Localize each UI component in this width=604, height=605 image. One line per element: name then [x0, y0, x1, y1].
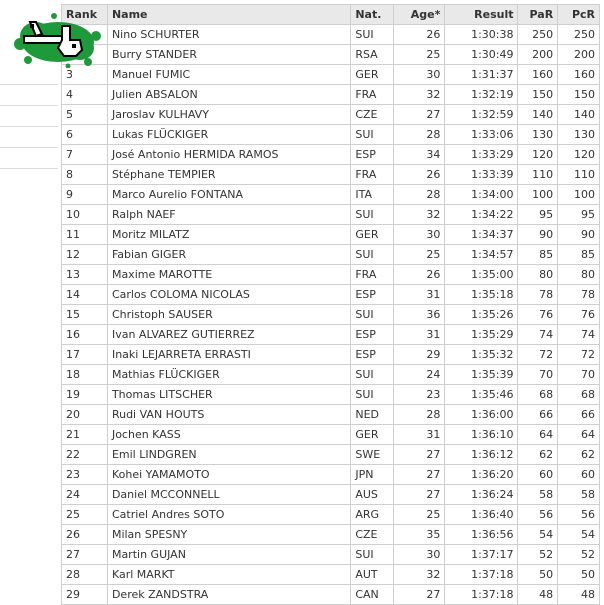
par-cell: 90: [518, 225, 558, 245]
pcr-cell: 130: [558, 125, 600, 145]
rank-cell: 26: [62, 525, 108, 545]
col-header-par[interactable]: PaR: [518, 5, 558, 25]
age-cell: 31: [394, 285, 445, 305]
rank-cell: 20: [62, 405, 108, 425]
age-cell: 26: [394, 165, 445, 185]
table-row: [62, 445, 600, 465]
result-cell: 1:33:29: [445, 145, 518, 165]
col-header-rank[interactable]: Rank: [62, 5, 108, 25]
age-cell: 32: [394, 205, 445, 225]
name-cell: Kohei YAMAMOTO: [107, 465, 350, 485]
age-cell: 36: [394, 305, 445, 325]
rank-cell: 23: [62, 465, 108, 485]
age-cell: 25: [394, 505, 445, 525]
nation-cell: GER: [351, 425, 394, 445]
result-cell: 1:32:59: [445, 105, 518, 125]
par-cell: 66: [518, 405, 558, 425]
result-cell: 1:32:19: [445, 85, 518, 105]
divider: [0, 168, 58, 169]
nation-cell: GER: [351, 65, 394, 85]
result-cell: 1:34:22: [445, 205, 518, 225]
table-row: [62, 65, 600, 85]
rank-cell: 10: [62, 205, 108, 225]
result-cell: 1:35:18: [445, 285, 518, 305]
table-row: [62, 185, 600, 205]
rank-cell: 21: [62, 425, 108, 445]
pcr-cell: 200: [558, 45, 600, 65]
age-cell: 27: [394, 445, 445, 465]
table-row: [62, 365, 600, 385]
age-cell: 23: [394, 385, 445, 405]
rank-cell: 28: [62, 565, 108, 585]
pcr-cell: 100: [558, 185, 600, 205]
rank-cell: 16: [62, 325, 108, 345]
table-row: [62, 345, 600, 365]
age-cell: 28: [394, 125, 445, 145]
table-row: [62, 525, 600, 545]
pcr-cell: 56: [558, 505, 600, 525]
result-cell: 1:35:32: [445, 345, 518, 365]
nation-cell: SUI: [351, 385, 394, 405]
nation-cell: ARG: [351, 505, 394, 525]
table-row: [62, 105, 600, 125]
name-cell: Stéphane TEMPIER: [107, 165, 350, 185]
result-cell: 1:35:46: [445, 385, 518, 405]
result-cell: 1:36:12: [445, 445, 518, 465]
par-cell: 85: [518, 245, 558, 265]
age-cell: 24: [394, 365, 445, 385]
par-cell: 130: [518, 125, 558, 145]
rank-cell: 27: [62, 545, 108, 565]
pcr-cell: 60: [558, 465, 600, 485]
table-row: [62, 165, 600, 185]
table-row: [62, 385, 600, 405]
table-row: [62, 205, 600, 225]
age-cell: 31: [394, 425, 445, 445]
header-row: [62, 5, 600, 25]
rank-cell: 17: [62, 345, 108, 365]
par-cell: 60: [518, 465, 558, 485]
pcr-cell: 76: [558, 305, 600, 325]
table-row: [62, 425, 600, 445]
pcr-cell: 72: [558, 345, 600, 365]
par-cell: 68: [518, 385, 558, 405]
nation-cell: SUI: [351, 25, 394, 45]
pcr-cell: 58: [558, 485, 600, 505]
age-cell: 25: [394, 245, 445, 265]
result-cell: 1:37:18: [445, 585, 518, 605]
divider: [0, 84, 58, 85]
result-cell: 1:36:40: [445, 505, 518, 525]
result-cell: 1:36:20: [445, 465, 518, 485]
nation-cell: CAN: [351, 585, 394, 605]
par-cell: 70: [518, 365, 558, 385]
results-table: [61, 4, 600, 605]
name-cell: Daniel MCCONNELL: [107, 485, 350, 505]
table-row: [62, 25, 600, 45]
result-cell: 1:35:26: [445, 305, 518, 325]
age-cell: 30: [394, 545, 445, 565]
result-cell: 1:30:49: [445, 45, 518, 65]
age-cell: 26: [394, 265, 445, 285]
nation-cell: FRA: [351, 265, 394, 285]
age-cell: 27: [394, 485, 445, 505]
nation-cell: NED: [351, 405, 394, 425]
nation-cell: CZE: [351, 525, 394, 545]
rank-cell: 13: [62, 265, 108, 285]
result-cell: 1:36:24: [445, 485, 518, 505]
name-cell: Ralph NAEF: [107, 205, 350, 225]
table-row: [62, 265, 600, 285]
pcr-cell: 95: [558, 205, 600, 225]
result-cell: 1:30:38: [445, 25, 518, 45]
age-cell: 32: [394, 565, 445, 585]
name-cell: Marco Aurelio FONTANA: [107, 185, 350, 205]
table-row: [62, 565, 600, 585]
pcr-cell: 52: [558, 545, 600, 565]
rank-cell: 11: [62, 225, 108, 245]
table-row: [62, 545, 600, 565]
nation-cell: SUI: [351, 125, 394, 145]
pcr-cell: 66: [558, 405, 600, 425]
age-cell: 27: [394, 585, 445, 605]
table-row: [62, 405, 600, 425]
pcr-cell: 74: [558, 325, 600, 345]
col-header-name[interactable]: Name: [107, 5, 350, 25]
par-cell: 64: [518, 425, 558, 445]
pcr-cell: 140: [558, 105, 600, 125]
divider: [0, 147, 58, 148]
table-row: [62, 45, 600, 65]
nation-cell: CZE: [351, 105, 394, 125]
col-header-result[interactable]: Result: [445, 5, 518, 25]
pcr-cell: 150: [558, 85, 600, 105]
table-row: [62, 225, 600, 245]
name-cell: Burry STANDER: [107, 45, 350, 65]
table-row: [62, 485, 600, 505]
pcr-cell: 48: [558, 585, 600, 605]
nation-cell: GER: [351, 225, 394, 245]
par-cell: 100: [518, 185, 558, 205]
pcr-cell: 62: [558, 445, 600, 465]
nation-cell: ESP: [351, 145, 394, 165]
result-cell: 1:35:00: [445, 265, 518, 285]
par-cell: 80: [518, 265, 558, 285]
name-cell: Emil LINDGREN: [107, 445, 350, 465]
age-cell: 30: [394, 65, 445, 85]
age-cell: 25: [394, 45, 445, 65]
nation-cell: ITA: [351, 185, 394, 205]
name-cell: Martin GUJAN: [107, 545, 350, 565]
nation-cell: FRA: [351, 165, 394, 185]
table-row: [62, 245, 600, 265]
par-cell: 50: [518, 565, 558, 585]
name-cell: Carlos COLOMA NICOLAS: [107, 285, 350, 305]
table-row: [62, 285, 600, 305]
rank-cell: 12: [62, 245, 108, 265]
table-row: [62, 305, 600, 325]
col-header-pcr[interactable]: PcR: [558, 5, 600, 25]
age-cell: 28: [394, 185, 445, 205]
age-cell: 26: [394, 25, 445, 45]
par-cell: 78: [518, 285, 558, 305]
result-cell: 1:35:29: [445, 325, 518, 345]
name-cell: Jaroslav KULHAVY: [107, 105, 350, 125]
result-cell: 1:34:57: [445, 245, 518, 265]
age-cell: 30: [394, 225, 445, 245]
nation-cell: RSA: [351, 45, 394, 65]
nation-cell: AUT: [351, 565, 394, 585]
par-cell: 54: [518, 525, 558, 545]
par-cell: 140: [518, 105, 558, 125]
par-cell: 56: [518, 505, 558, 525]
pcr-cell: 120: [558, 145, 600, 165]
name-cell: Moritz MILATZ: [107, 225, 350, 245]
name-cell: Derek ZANDSTRA: [107, 585, 350, 605]
par-cell: 72: [518, 345, 558, 365]
name-cell: Nino SCHURTER: [107, 25, 350, 45]
name-cell: Jochen KASS: [107, 425, 350, 445]
table-row: [62, 145, 600, 165]
name-cell: Rudi VAN HOUTS: [107, 405, 350, 425]
name-cell: Christoph SAUSER: [107, 305, 350, 325]
rank-cell: 25: [62, 505, 108, 525]
par-cell: 58: [518, 485, 558, 505]
result-cell: 1:36:10: [445, 425, 518, 445]
pcr-cell: 110: [558, 165, 600, 185]
result-cell: 1:37:18: [445, 565, 518, 585]
par-cell: 200: [518, 45, 558, 65]
par-cell: 110: [518, 165, 558, 185]
result-cell: 1:31:37: [445, 65, 518, 85]
pcr-cell: 50: [558, 565, 600, 585]
par-cell: 76: [518, 305, 558, 325]
table-row: [62, 505, 600, 525]
table-row: [62, 125, 600, 145]
pcr-cell: 90: [558, 225, 600, 245]
age-cell: 35: [394, 525, 445, 545]
rank-cell: 19: [62, 385, 108, 405]
nation-cell: JPN: [351, 465, 394, 485]
rank-cell: 15: [62, 305, 108, 325]
pcr-cell: 64: [558, 425, 600, 445]
table-row: [62, 465, 600, 485]
rank-cell: 4: [62, 85, 108, 105]
pcr-cell: 54: [558, 525, 600, 545]
rank-cell: 5: [62, 105, 108, 125]
par-cell: 62: [518, 445, 558, 465]
age-cell: 31: [394, 325, 445, 345]
age-cell: 27: [394, 105, 445, 125]
pcr-cell: 250: [558, 25, 600, 45]
name-cell: José Antonio HERMIDA RAMOS: [107, 145, 350, 165]
pcr-cell: 85: [558, 245, 600, 265]
result-cell: 1:33:39: [445, 165, 518, 185]
age-cell: 27: [394, 465, 445, 485]
par-cell: 74: [518, 325, 558, 345]
nation-cell: ESP: [351, 345, 394, 365]
par-cell: 48: [518, 585, 558, 605]
rank-cell: 14: [62, 285, 108, 305]
name-cell: Fabian GIGER: [107, 245, 350, 265]
age-cell: 29: [394, 345, 445, 365]
divider: [0, 126, 58, 127]
col-header-age[interactable]: Age*: [394, 5, 445, 25]
par-cell: 120: [518, 145, 558, 165]
rank-cell: 8: [62, 165, 108, 185]
nation-cell: FRA: [351, 85, 394, 105]
age-cell: 32: [394, 85, 445, 105]
rank-cell: 24: [62, 485, 108, 505]
nation-cell: SUI: [351, 245, 394, 265]
par-cell: 250: [518, 25, 558, 45]
nation-cell: SUI: [351, 365, 394, 385]
par-cell: 160: [518, 65, 558, 85]
pcr-cell: 160: [558, 65, 600, 85]
name-cell: Manuel FUMIC: [107, 65, 350, 85]
name-cell: Ivan ALVAREZ GUTIERREZ: [107, 325, 350, 345]
nation-cell: SWE: [351, 445, 394, 465]
nation-cell: ESP: [351, 285, 394, 305]
name-cell: Lukas FLÜCKIGER: [107, 125, 350, 145]
rank-cell: 18: [62, 365, 108, 385]
name-cell: Inaki LEJARRETA ERRASTI: [107, 345, 350, 365]
par-cell: 52: [518, 545, 558, 565]
result-cell: 1:37:17: [445, 545, 518, 565]
name-cell: Mathias FLÜCKIGER: [107, 365, 350, 385]
rank-cell: 6: [62, 125, 108, 145]
rank-cell: 22: [62, 445, 108, 465]
rank-cell: 29: [62, 585, 108, 605]
nation-cell: ESP: [351, 325, 394, 345]
name-cell: Catriel Andres SOTO: [107, 505, 350, 525]
col-header-nat[interactable]: Nat.: [351, 5, 394, 25]
age-cell: 34: [394, 145, 445, 165]
pcr-cell: 70: [558, 365, 600, 385]
name-cell: Milan SPESNY: [107, 525, 350, 545]
table-row: [62, 585, 600, 605]
result-cell: 1:35:39: [445, 365, 518, 385]
result-cell: 1:34:00: [445, 185, 518, 205]
rank-cell: 7: [62, 145, 108, 165]
name-cell: Thomas LITSCHER: [107, 385, 350, 405]
result-cell: 1:34:37: [445, 225, 518, 245]
par-cell: 95: [518, 205, 558, 225]
left-panel: [0, 0, 60, 604]
result-cell: 1:33:06: [445, 125, 518, 145]
par-cell: 150: [518, 85, 558, 105]
nation-cell: SUI: [351, 205, 394, 225]
name-cell: Julien ABSALON: [107, 85, 350, 105]
table-row: [62, 85, 600, 105]
nation-cell: AUS: [351, 485, 394, 505]
age-cell: 28: [394, 405, 445, 425]
pcr-cell: 68: [558, 385, 600, 405]
rank-cell: 9: [62, 185, 108, 205]
divider: [0, 105, 58, 106]
pcr-cell: 78: [558, 285, 600, 305]
result-cell: 1:36:56: [445, 525, 518, 545]
pcr-cell: 80: [558, 265, 600, 285]
table-row: [62, 325, 600, 345]
nation-cell: SUI: [351, 545, 394, 565]
name-cell: Karl MARKT: [107, 565, 350, 585]
name-cell: Maxime MAROTTE: [107, 265, 350, 285]
nation-cell: SUI: [351, 305, 394, 325]
result-cell: 1:36:00: [445, 405, 518, 425]
hand-pointer-splat-icon: [8, 10, 104, 68]
rank-cell: 3: [62, 65, 108, 85]
